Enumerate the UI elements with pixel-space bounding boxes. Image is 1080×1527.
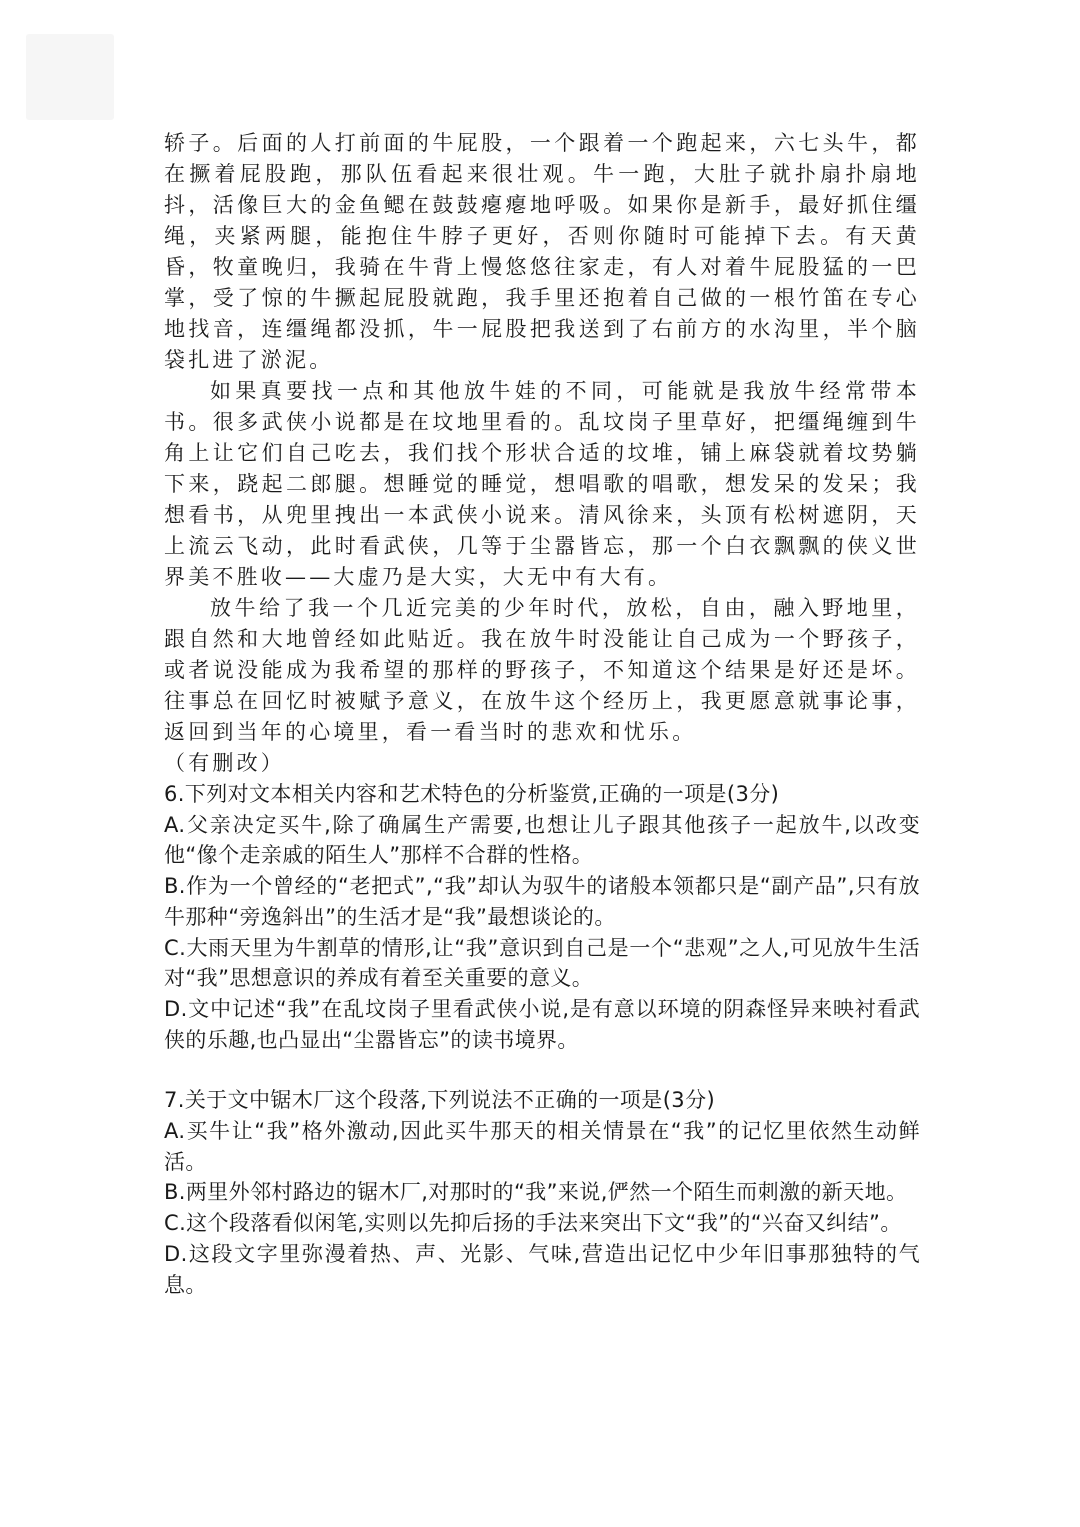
option-b: B.作为一个曾经的“老把式”,“我”却认为驭牛的诸般本领都只是“副产品”,只有放牛那种“旁逸斜出”的生活才是“我”最想谈论的。 xyxy=(164,874,920,929)
option-b: B.两里外邻村路边的锯木厂,对那时的“我”来说,俨然一个陌生而刺激的新天地。 xyxy=(164,1180,908,1205)
option-c: C.这个段落看似闲笔,实则以先抑后扬的手法来突出下文“我”的“兴奋又纠结”。 xyxy=(164,1211,902,1236)
passage-paragraph: 轿子。后面的人打前面的牛屁股，一个跟着一个跑起来，六七头牛，都在撅着屁股跑，那队伍看起来很壮观。牛一跑，大肚子就扑扇扑扇地抖，活像巨大的金鱼鳃在鼓鼓瘪瘪地呼吸。如果你是新手，最好抓住缰绳，夹紧两腿，能抱住牛脖子更好，否则你随时可能掉下去。有天黄昏，牧童晚归，我骑在牛背上慢悠悠往家走，有人对着牛屁股猛的一巴掌，受了惊的牛撅起屁股就跑，我手里还抱着自己做的一根竹笛在专心地找音，连缰绳都没抓，牛一屁股把我送到了右前方的水沟里，半个脑袋扎进了淤泥。 xyxy=(164,131,920,372)
exam-page xyxy=(164,128,920,1300)
option-d: D.文中记述“我”在乱坟岗子里看武侠小说,是有意以环境的阴森怪异来映衬看武侠的乐趣,也凸显出“尘嚣皆忘”的读书境界。 xyxy=(164,996,920,1052)
passage-paragraph: 如果真要找一点和其他放牛娃的不同，可能就是我放牛经常带本书。很多武侠小说都是在坟地里看的。乱坟岗子里草好，把缰绳缠到牛角上让它们自己吃去，我们找个形状合适的坟堆，铺上麻袋就着坟势躺下来，跷起二郎腿。想睡觉的睡觉，想唱歌的唱歌，想发呆的发呆；我想看书，从兜里拽出一本武侠小说来。清风徐来，头顶有松树遮阴，天上流云飞动，此时看武侠，几等于尘嚣皆忘，那一个白衣飘飘的侠义世界美不胜收——大虚乃是大实，大无中有大有。 xyxy=(164,379,920,589)
passage-paragraph: 放牛给了我一个几近完美的少年时代，放松，自由，融入野地里，跟自然和大地曾经如此贴近。我在放牛时没能让自己成为一个野孩子，或者说没能成为我希望的那样的野孩子，不知道这个结果是好还是坏。往事总在回忆时被赋予意义，在放牛这个经历上，我更愿意就事论事，返回到当年的心境里，看一看当时的悲欢和忧乐。 xyxy=(164,596,920,744)
question-7 xyxy=(164,1085,920,1300)
option-a: A.父亲决定买牛,除了确属生产需要,也想让儿子跟其他孩子一起放牛,以改变他“像个走亲戚的陌生人”那样不合群的性格。 xyxy=(164,812,920,868)
question-list xyxy=(164,779,920,1300)
question-stem: 6.下列对文本相关内容和艺术特色的分析鉴赏,正确的一项是(3分) xyxy=(164,782,780,806)
source-note: （有删改） xyxy=(164,751,285,775)
question-stem: 7.关于文中锯木厂这个段落,下列说法不正确的一项是(3分) xyxy=(164,1088,716,1113)
scan-corner-mark xyxy=(26,34,114,120)
option-c: C.大雨天里为牛割草的情形,让“我”意识到自己是一个“悲观”之人,可见放牛生活对“我”思想意识的养成有着至关重要的意义。 xyxy=(164,935,920,991)
question-6 xyxy=(164,779,920,1055)
option-a: A.买牛让“我”格外激动,因此买牛那天的相关情景在“我”的记忆里依然生动鲜活。 xyxy=(164,1119,920,1174)
reading-passage xyxy=(164,128,920,779)
option-d: D.这段文字里弥漫着热、声、光影、气味,营造出记忆中少年旧事那独特的气息。 xyxy=(164,1241,920,1297)
